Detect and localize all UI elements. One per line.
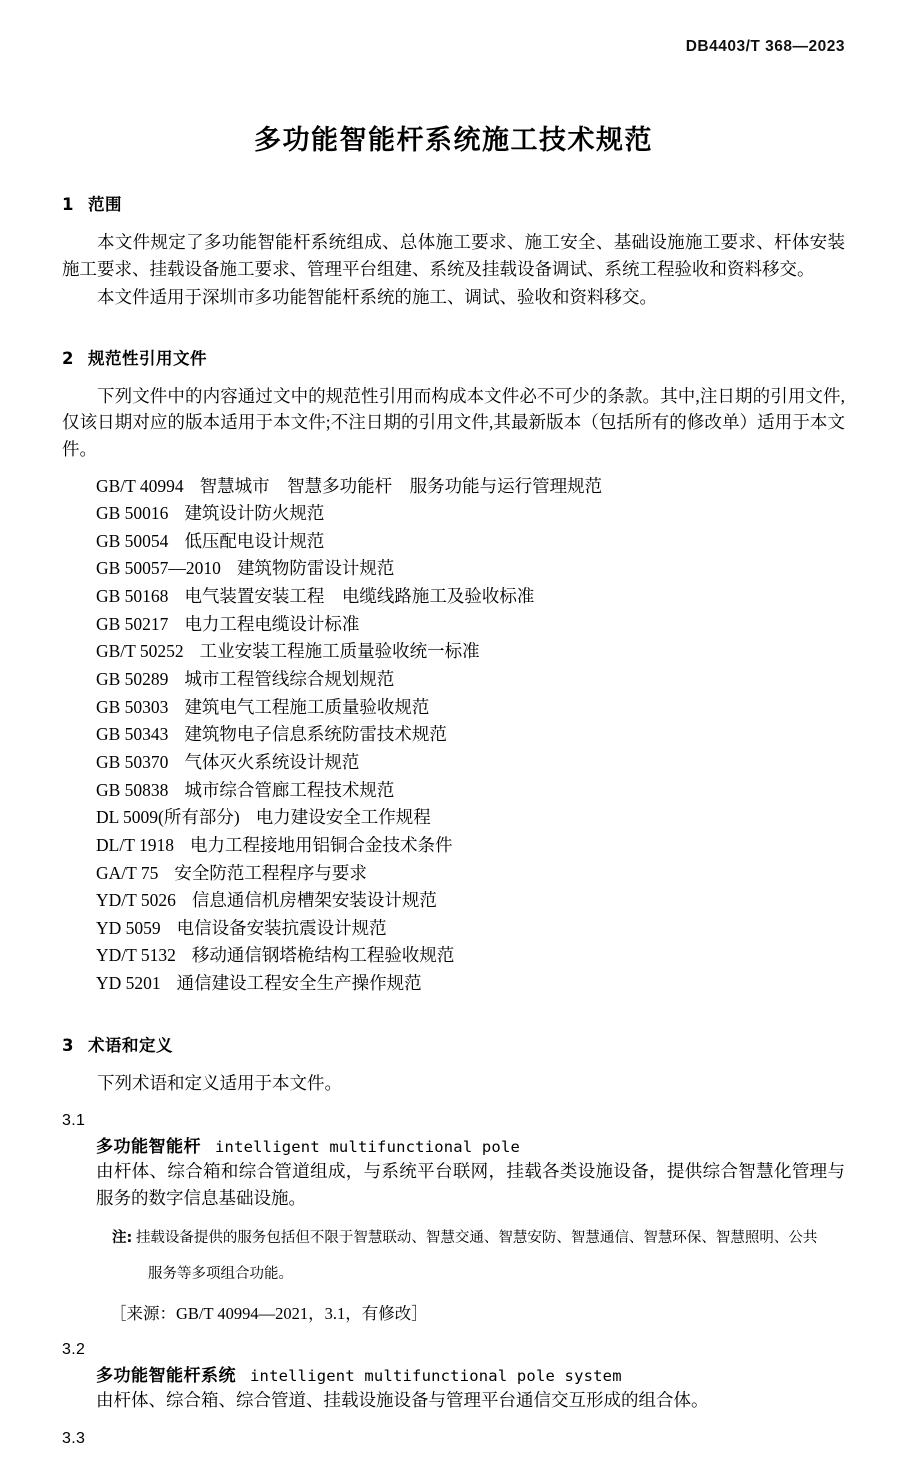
list-item (62, 611, 845, 639)
list-item (62, 694, 845, 722)
reference-title: 建筑电气工程施工质量验收规范 (184, 696, 430, 717)
reference-title: 建筑物防雷设计规范 (236, 558, 395, 579)
reference-title: 电气装置安装工程 电缆线路施工及验收标准 (184, 586, 535, 607)
reference-title: 智慧城市 智慧多功能杆 服务功能与运行管理规范 (199, 475, 603, 496)
note-text: 挂载设备提供的服务包括但不限于智慧联动、智慧交通、智慧安防、智慧通信、智慧环保、智慧照明、公共 (135, 1230, 818, 1247)
section-number-2: 2 (62, 348, 74, 368)
reference-code: YD/T 5026 (96, 890, 176, 911)
term-3-1-definition: 由杆体、综合箱和综合管道组成，与系统平台联网，挂载各类设施设备，提供综合智慧化管理与服务的数字信息基础设施。 (96, 1161, 845, 1208)
section-title-1: 范围 (88, 195, 122, 214)
term-name-en: intelligent multifunctional pole (215, 1138, 521, 1157)
term-name-cn: 多功能智能杆 (96, 1137, 201, 1158)
reference-code: DL/T 1918 (96, 834, 174, 855)
page-header-standard-id: DB4403/T 368—2023 (685, 38, 845, 55)
reference-title: 低压配电设计规范 (184, 530, 325, 551)
reference-code: YD 5059 (96, 917, 161, 938)
reference-title: 城市工程管线综合规划规范 (184, 669, 395, 690)
reference-code: DL 5009(所有部分) (96, 807, 240, 828)
reference-code: YD/T 5132 (96, 945, 176, 966)
term-3-1-note (62, 1228, 845, 1249)
reference-code: GB 50370 (96, 751, 169, 772)
reference-code: GB 50343 (96, 724, 169, 745)
list-item (62, 915, 845, 943)
list-item (62, 749, 845, 777)
list-item (62, 777, 845, 805)
list-item (62, 500, 845, 528)
list-item (62, 804, 845, 832)
reference-code: GB 50057—2010 (96, 558, 221, 579)
reference-code: GB 50217 (96, 613, 169, 634)
normative-references-list (62, 473, 845, 998)
list-item (62, 638, 845, 666)
list-item (62, 860, 845, 888)
list-item (62, 666, 845, 694)
section-3-paragraph-1: 下列术语和定义适用于本文件。 (97, 1072, 342, 1093)
term-number-3-3: 3.3 (62, 1430, 86, 1448)
reference-code: GB/T 40994 (96, 475, 184, 496)
term-name-cn: 多功能智能杆系统 (96, 1365, 236, 1386)
reference-title: 气体灭火系统设计规范 (184, 751, 360, 772)
list-item (62, 970, 845, 998)
reference-title: 电力工程接地用铝铜合金技术条件 (189, 834, 453, 855)
reference-code: GB 50289 (96, 669, 169, 690)
reference-title: 电力建设安全工作规程 (255, 807, 431, 828)
reference-title: 安全防范工程程序与要求 (174, 862, 367, 883)
reference-title: 通信建设工程安全生产操作规范 (176, 973, 422, 994)
reference-title: 移动通信钢塔桅结构工程验收规范 (191, 945, 455, 966)
list-item (62, 887, 845, 915)
reference-code: GA/T 75 (96, 862, 159, 883)
list-item (62, 555, 845, 583)
section-number-3: 3 (62, 1035, 74, 1055)
section-heading-3 (62, 1032, 845, 1056)
reference-code: YD 5201 (96, 973, 161, 994)
reference-code: GB/T 50252 (96, 641, 184, 662)
reference-title: 电信设备安装抗震设计规范 (176, 917, 387, 938)
term-3-1-headline (62, 1132, 845, 1157)
section-number-1: 1 (62, 195, 74, 214)
reference-code: GB 50838 (96, 779, 169, 800)
reference-title: 工业安装工程施工质量验收统一标准 (199, 641, 480, 662)
section-heading-1 (62, 191, 845, 215)
reference-title: 信息通信机房槽架安装设计规范 (191, 890, 437, 911)
reference-code: GB 50016 (96, 503, 169, 524)
document-title: 多功能智能杆系统施工技术规范 (254, 125, 653, 156)
section-1-paragraph-1: 本文件规定了多功能智能杆系统组成、总体施工要求、施工安全、基础设施施工要求、杆体安装施工要求、挂载设备施工要求、管理平台组建、系统及挂载设备调试、系统工程验收和资料移交。 (62, 232, 845, 279)
section-1-paragraph-2: 本文件适用于深圳市多功能智能杆系统的施工、调试、验收和资料移交。 (97, 287, 657, 308)
list-item (62, 832, 845, 860)
term-3-2-headline (62, 1361, 845, 1386)
section-2-paragraph-1: 下列文件中的内容通过文中的规范性引用而构成本文件必不可少的条款。其中,注日期的引用文件,仅该日期对应的版本适用于本文件;不注日期的引用文件,其最新版本（包括所有的修改单）适用于本文件。 (62, 385, 845, 459)
term-number-3-2: 3.2 (62, 1340, 86, 1358)
reference-title: 电力工程电缆设计标准 (184, 613, 360, 634)
list-item (62, 942, 845, 970)
reference-title: 建筑设计防火规范 (184, 503, 325, 524)
reference-title: 城市综合管廊工程技术规范 (184, 779, 395, 800)
list-item (62, 528, 845, 556)
section-heading-2 (62, 345, 845, 369)
term-name-en: intelligent multifunctional pole system (250, 1366, 622, 1385)
section-title-3: 术语和定义 (88, 1035, 173, 1055)
term-number-3-1: 3.1 (62, 1112, 86, 1130)
list-item (62, 583, 845, 611)
reference-title: 建筑物电子信息系统防雷技术规范 (184, 724, 447, 745)
term-3-1-source: ［来源：GB/T 40994—2021，3.1，有修改］ (110, 1304, 428, 1324)
term-3-1-note-continued: 服务等多项组合功能。 (148, 1266, 293, 1283)
section-title-2: 规范性引用文件 (88, 348, 207, 368)
term-3-2-definition: 由杆体、综合箱、综合管道、挂载设施设备与管理平台通信交互形成的组合体。 (96, 1389, 709, 1410)
reference-code: GB 50168 (96, 586, 169, 607)
list-item (62, 721, 845, 749)
list-item (62, 473, 845, 501)
note-label: 注: (112, 1230, 133, 1247)
reference-code: GB 50303 (96, 696, 169, 717)
reference-code: GB 50054 (96, 530, 169, 551)
